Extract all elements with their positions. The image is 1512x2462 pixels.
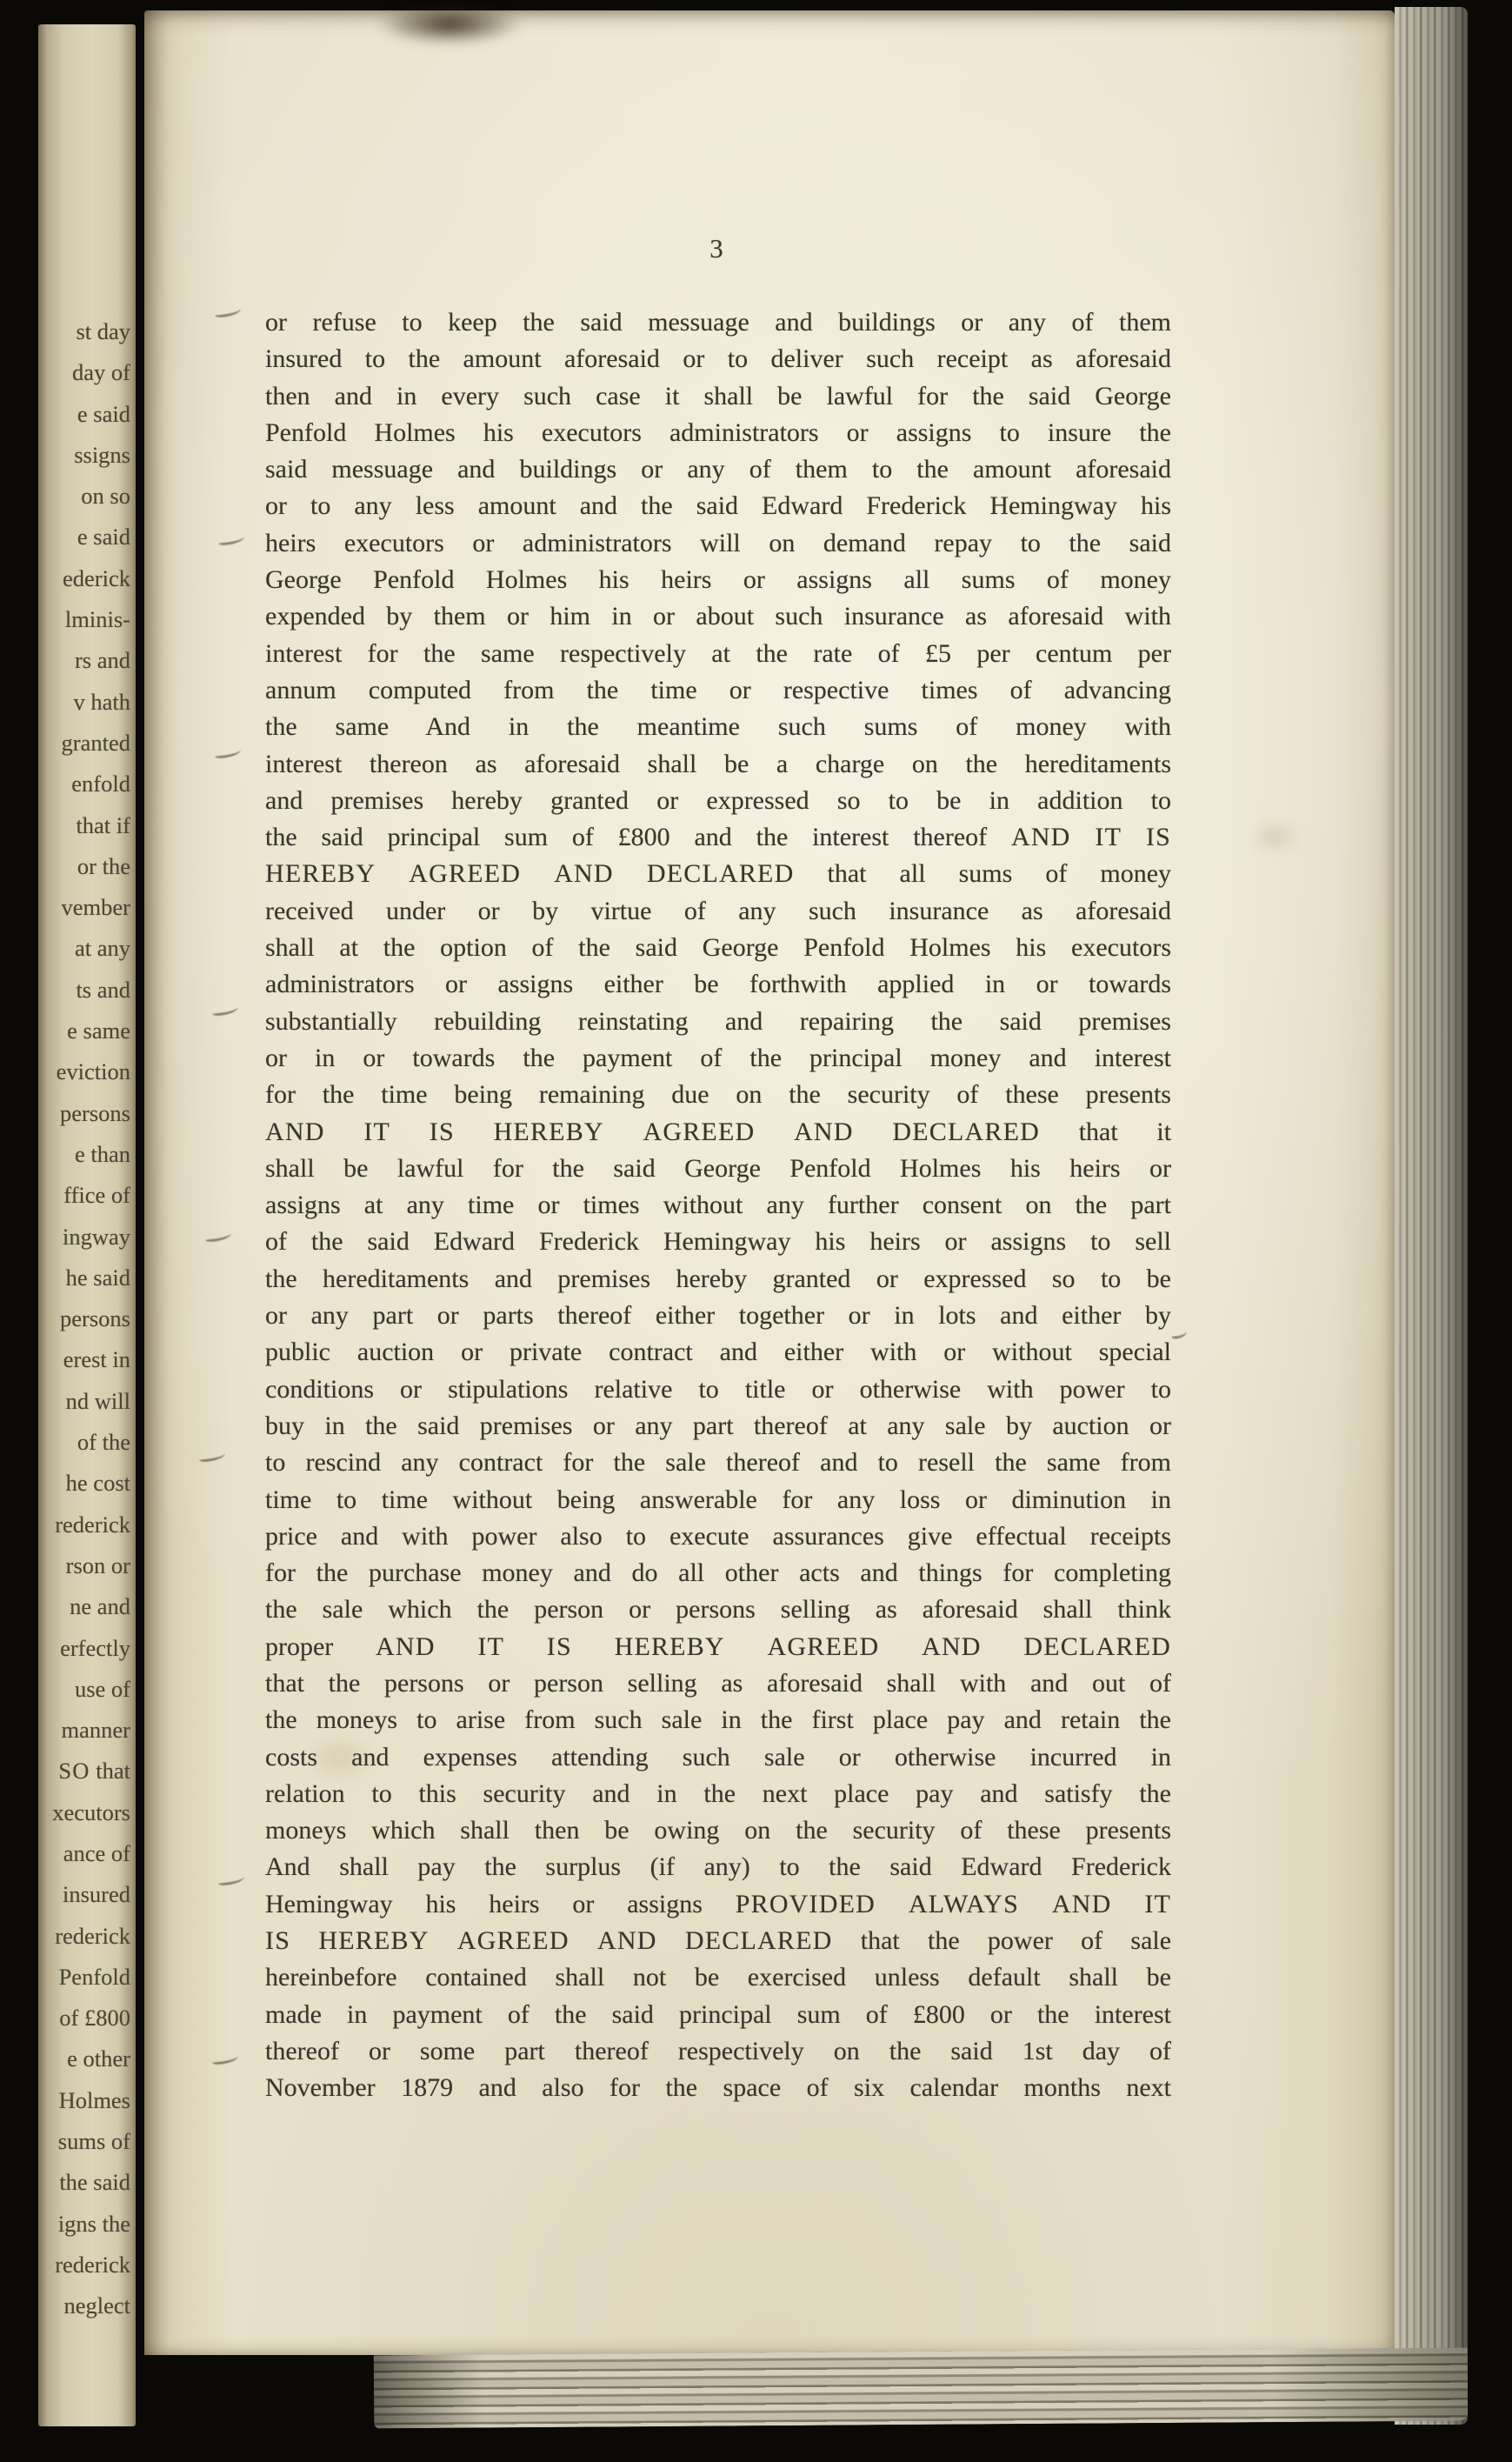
previous-page-text-fragment: manner — [61, 1717, 130, 1744]
deed-text-line: shall be lawful for the said George Penfold Holmes his heirs or — [265, 1153, 1171, 1183]
deed-text-line: Penfold Holmes his executors administrators or assigns to insure the — [265, 417, 1171, 447]
deed-text-line: buy in the said premises or any part thereof at any sale by auction or — [265, 1411, 1171, 1440]
previous-page-text-fragment: ance of — [63, 1839, 130, 1866]
previous-page-text-fragment: of the — [77, 1429, 130, 1456]
pen-mark — [1170, 1329, 1187, 1339]
previous-page-text-fragment: ne and — [70, 1593, 130, 1620]
pen-mark — [218, 534, 245, 546]
deed-text-line: annum computed from the time or respective times of advancing — [265, 675, 1171, 704]
page-number: 3 — [709, 233, 723, 264]
pen-mark — [212, 2053, 239, 2065]
previous-page-text-fragment: neglect — [63, 2292, 130, 2319]
previous-page-text-fragment: ffice of — [63, 1182, 130, 1209]
deed-text-line: proper AND IT IS HEREBY AGREED AND DECLARED — [265, 1631, 1171, 1661]
deed-text-line: interest thereon as aforesaid shall be a charge on the hereditaments — [265, 749, 1171, 778]
previous-page-text-fragment: ts and — [76, 976, 130, 1003]
deed-text-line: and premises hereby granted or expressed so to be in addition to — [265, 785, 1171, 815]
deed-text-line: insured to the amount aforesaid or to deliver such receipt as aforesaid — [265, 344, 1171, 374]
previous-page-text-fragment: rederick — [55, 2251, 130, 2278]
deed-body-text — [265, 304, 1171, 2107]
deed-text-line: the sale which the person or persons selling as aforesaid shall think — [265, 1595, 1171, 1625]
previous-page-text-fragment: st day — [76, 318, 130, 344]
deed-text-line: the hereditaments and premises hereby granted or expressed so to be — [265, 1264, 1171, 1293]
document-page — [144, 10, 1395, 2355]
previous-page-text-fragment: he cost — [65, 1470, 130, 1497]
deed-text-line: hereinbefore contained shall not be exercised unless default shall be — [265, 1963, 1171, 1992]
deed-text-line: or to any less amount and the said Edward Frederick Hemingway his — [265, 491, 1171, 521]
previous-page-text-fragment: xecutors — [52, 1798, 130, 1825]
previous-page-text-fragment: ederick — [63, 564, 130, 591]
previous-page-text-fragment: rederick — [55, 1922, 130, 1949]
previous-page-text-fragment: Penfold — [58, 1963, 130, 1990]
previous-page-fragments — [38, 24, 136, 2327]
previous-page-text-fragment: enfold — [71, 771, 130, 797]
previous-page-text-fragment: e than — [74, 1140, 130, 1167]
previous-page-text-fragment: e same — [67, 1017, 130, 1044]
deed-text-line: the said principal sum of £800 and the interest thereof AND IT IS — [265, 823, 1172, 852]
deed-text-line: then and in every such case it shall be lawful for the said George — [265, 381, 1171, 410]
previous-page-edge — [38, 24, 136, 2426]
previous-page-text-fragment: use of — [74, 1675, 130, 1702]
deed-text-line: thereof or some part thereof respectively on the said 1st day of — [265, 2036, 1171, 2065]
previous-page-text-fragment: day of — [72, 359, 130, 386]
previous-page-text-fragment: at any — [74, 935, 130, 962]
previous-page-text-fragment: v hath — [73, 688, 130, 715]
deed-text-line: shall at the option of the said George Penfold Holmes his executors — [265, 933, 1171, 963]
previous-page-text-fragment: granted — [61, 729, 130, 756]
deed-text-line: for the time being remaining due on the security of these presents — [265, 1080, 1171, 1110]
deed-text-line: moneys which shall then be owing on the security of these presents — [265, 1816, 1171, 1845]
previous-page-text-fragment: vember — [61, 894, 130, 921]
deed-text-line: or in or towards the payment of the principal money and interest — [265, 1043, 1171, 1072]
deed-text-line: costs and expenses attending such sale or otherwise incurred in — [265, 1742, 1171, 1771]
previous-page-text-fragment: ingway — [62, 1223, 130, 1250]
deed-text-line: IS HEREBY AGREED AND DECLARED that the power of sale — [265, 1926, 1172, 1956]
deed-text-line: conditions or stipulations relative to title or otherwise with power to — [265, 1374, 1171, 1404]
previous-page-text-fragment: sums of — [57, 2128, 130, 2155]
deed-text-line: price and with power also to execute assurances give effectual receipts — [265, 1521, 1171, 1551]
pen-mark — [199, 1451, 226, 1463]
deed-text-line: George Penfold Holmes his heirs or assigns all sums of money — [265, 565, 1171, 595]
foxing-spot — [1249, 819, 1301, 854]
deed-text-line: heirs executors or administrators will on demand repay to the said — [265, 528, 1171, 557]
deed-text-line: public auction or private contract and either with or without special — [265, 1338, 1171, 1367]
pen-mark — [218, 1874, 245, 1886]
deed-text-line: that the persons or person selling as aforesaid shall with and out of — [265, 1668, 1171, 1698]
previous-page-text-fragment: erfectly — [60, 1634, 130, 1661]
deed-text-line: relation to this security and in the next place pay and satisfy the — [265, 1778, 1171, 1808]
deed-text-line: for the purchase money and do all other acts and things for completing — [265, 1558, 1171, 1588]
page-stack-right-edge — [1395, 7, 1468, 2425]
previous-page-text-fragment: insured — [62, 1881, 130, 1908]
page-stack-bottom-edge — [374, 2348, 1469, 2429]
deed-text-line: expended by them or him in or about such insurance as aforesaid with — [265, 602, 1171, 631]
previous-page-text-fragment: igns the — [57, 2210, 130, 2237]
deed-text-line: of the said Edward Frederick Hemingway his heirs or assigns to sell — [265, 1227, 1171, 1257]
previous-page-text-fragment: e said — [77, 400, 130, 427]
previous-page-text-fragment: nd will — [65, 1387, 130, 1414]
previous-page-text-fragment: Holmes — [58, 2086, 130, 2113]
pen-mark — [212, 1004, 239, 1017]
deed-text-line: said messuage and buildings or any of them to the amount aforesaid — [265, 455, 1171, 484]
previous-page-text-fragment: the said — [59, 2169, 130, 2196]
pen-mark — [205, 1231, 232, 1243]
deed-text-line: interest for the same respectively at the rate of £5 per centum per — [265, 638, 1171, 668]
deed-text-line: HEREBY AGREED AND DECLARED that all sums of money — [265, 859, 1172, 889]
previous-page-text-fragment: eviction — [56, 1058, 130, 1085]
previous-page-text-fragment: rson or — [65, 1551, 130, 1578]
ink-stain — [376, 3, 523, 45]
deed-text-line: substantially rebuilding reinstating and repairing the said premises — [265, 1006, 1171, 1036]
deed-text-line: received under or by virtue of any such insurance as aforesaid — [265, 896, 1171, 925]
deed-text-line: And shall pay the surplus (if any) to the said Edward Frederick — [265, 1852, 1171, 1882]
deed-text-line: or any part or parts thereof either together or in lots and either by — [265, 1301, 1171, 1331]
deed-text-line: made in payment of the said principal sum of £800 or the interest — [265, 1999, 1171, 2029]
previous-page-text-fragment: ssigns — [74, 441, 130, 468]
previous-page-text-fragment: rederick — [55, 1511, 130, 1538]
deed-text-line: assigns at any time or times without any further consent on the part — [265, 1191, 1171, 1220]
deed-text-line: AND IT IS HEREBY AGREED AND DECLARED that it — [265, 1117, 1172, 1146]
deed-text-line: Hemingway his heirs or assigns PROVIDED ALWAYS AND IT — [265, 1889, 1172, 1918]
deed-text-line: administrators or assigns either be forthwith applied in or towards — [265, 970, 1171, 999]
deed-text-line: November 1879 and also for the space of six calendar months next — [265, 2073, 1171, 2103]
deed-text-line: or refuse to keep the said messuage and buildings or any of them — [265, 308, 1171, 337]
previous-page-text-fragment: he said — [65, 1264, 130, 1291]
previous-page-text-fragment: persons — [60, 1305, 130, 1332]
previous-page-text-fragment: e said — [77, 524, 130, 550]
previous-page-text-fragment: persons — [60, 1099, 130, 1126]
previous-page-text-fragment: rs and — [74, 647, 130, 674]
previous-page-text-fragment: SO that — [58, 1758, 130, 1785]
previous-page-text-fragment: lminis- — [64, 606, 130, 633]
deed-text-line: to rescind any contract for the sale thereof and to resell the same from — [265, 1448, 1171, 1478]
previous-page-text-fragment: or the — [77, 852, 130, 879]
pen-mark — [215, 747, 242, 759]
previous-page-text-fragment: on so — [81, 483, 130, 510]
previous-page-text-fragment: of £800 — [59, 2005, 130, 2032]
previous-page-text-fragment: e other — [67, 2045, 130, 2072]
previous-page-text-fragment: erest in — [63, 1346, 130, 1373]
pen-mark — [215, 306, 242, 318]
deed-text-line: time to time without being answerable for any loss or diminution in — [265, 1485, 1171, 1514]
previous-page-text-fragment: that if — [76, 811, 130, 838]
deed-text-line: the moneys to arise from such sale in the first place pay and retain the — [265, 1705, 1171, 1735]
deed-text-line: the same And in the meantime such sums of money with — [265, 712, 1171, 742]
